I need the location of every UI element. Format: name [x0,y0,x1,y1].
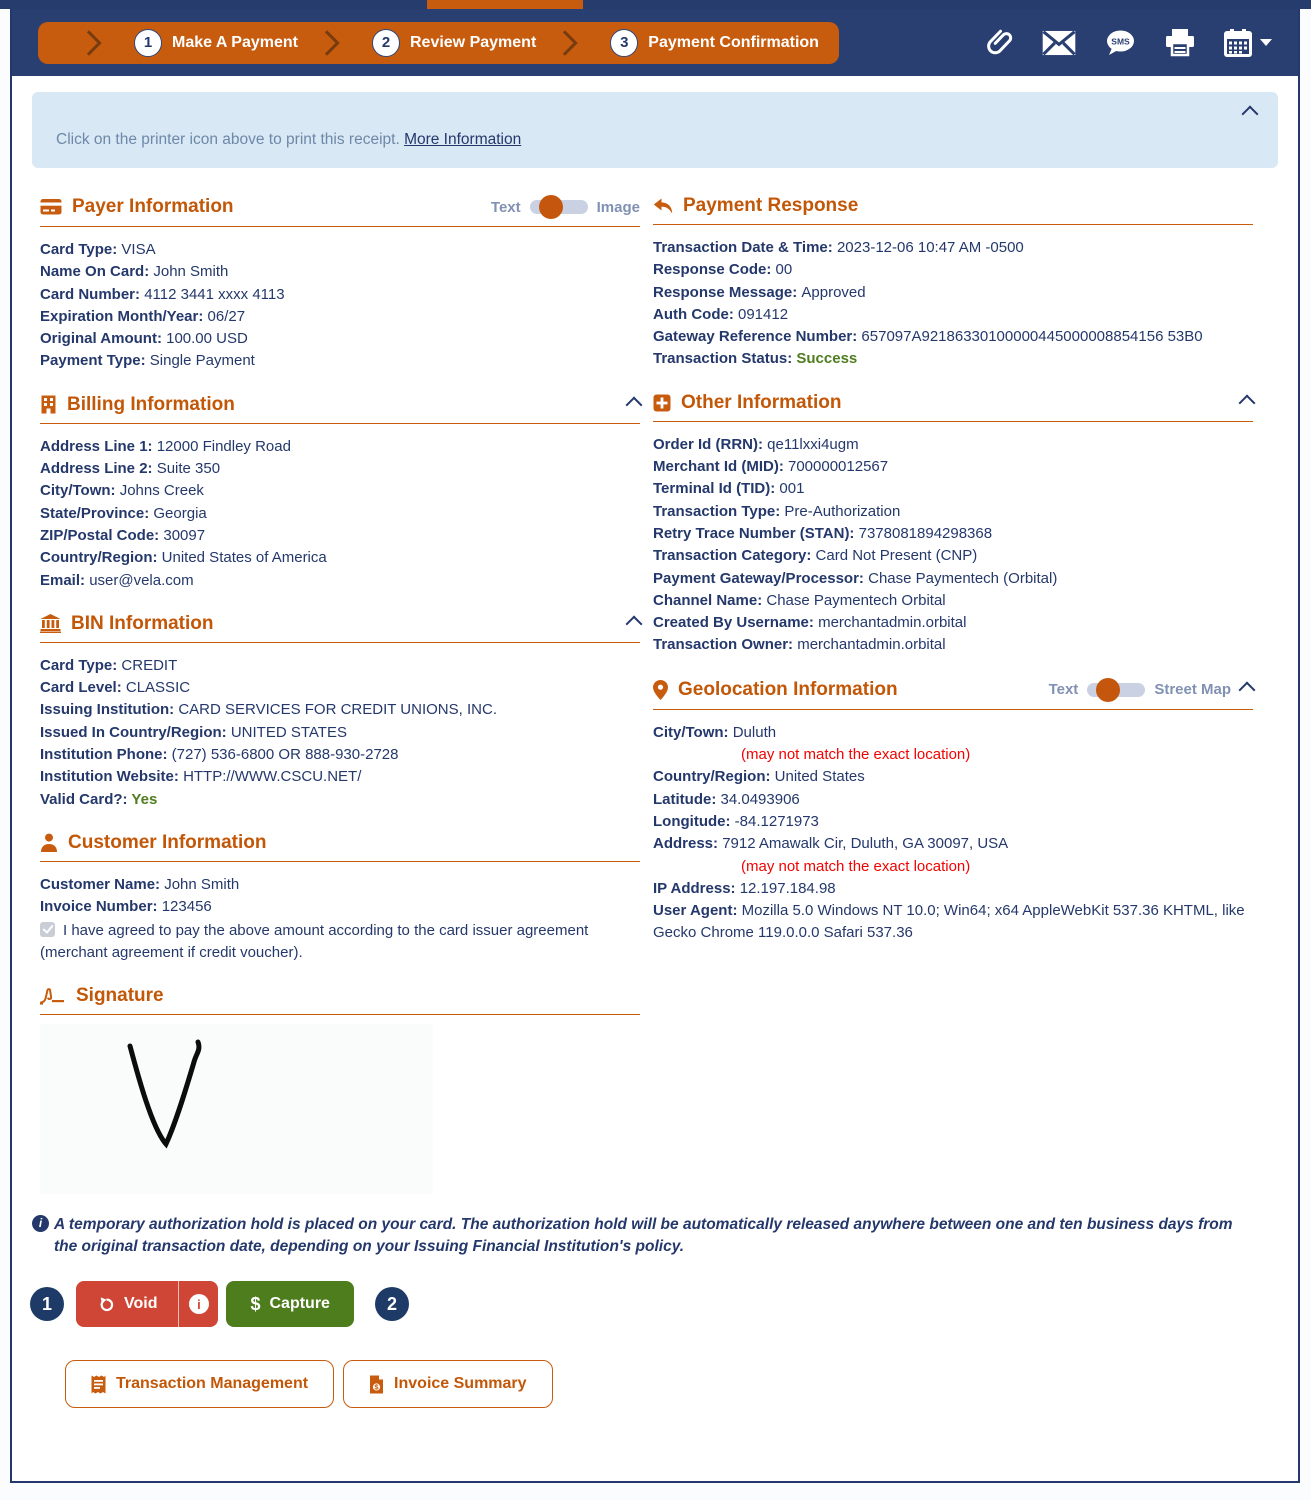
field-row [40,766,640,788]
disclaimer-text: A temporary authorization hold is placed on your card. The authorization hold will be automatically released anywhere between one and ten business days from the original transaction date, depending on your Issuing Financial Institution's policy. [54,1216,1233,1255]
top-strip-accent [427,0,583,9]
field-row [653,900,1253,945]
field-value: 657097A92186330100000445000008854156 53B0 [861,328,1203,346]
field-value: Card Not Present (CNP) [815,547,978,565]
field-label: Country/Region: [653,768,775,786]
collapse-billing-icon[interactable] [626,396,643,413]
step-label: Payment Confirmation [648,33,819,51]
sms-icon[interactable] [1103,29,1137,57]
breadcrumb [38,22,839,64]
toggle-label-text: Text [1048,681,1079,699]
confirmation-notice [32,92,1278,168]
customer-information-header [40,832,640,862]
bank-icon [40,614,61,633]
field-label: Retry Trace Number (STAN): [653,524,859,542]
field-label: Email: [40,571,90,589]
void-button[interactable] [76,1281,178,1327]
section-title: Payment Response [683,195,859,216]
field-value: Success [796,350,858,368]
field-label: Terminal Id (TID): [653,480,780,498]
field-row [653,259,1253,281]
building-icon [40,395,57,414]
field-row [653,590,1253,612]
field-row [40,699,640,721]
bottom-navigation-buttons [65,1360,1298,1408]
field-value: Mozilla 5.0 Windows NT 10.0; Win64; x64 AppleWebKit 537.36 KHTML, like Gecko Chrome 119.0.0.0 Safari 537.36 [653,902,1245,942]
field-row [653,568,1253,590]
field-label: State/Province: [40,504,154,522]
field-label: User Agent: [653,902,742,920]
toggle-label-image: Image [596,198,640,216]
geolocation-view-toggle [1049,678,1231,702]
payer-information-header [40,195,640,227]
field-label: Address Line 2: [40,460,157,478]
toggle-label-street-map: Street Map [1154,681,1231,699]
geolocation-fields [653,722,1253,945]
capture-button[interactable] [226,1281,353,1327]
field-row [653,456,1253,478]
other-information-header [653,392,1253,422]
field-label: Order Id (RRN): [653,435,768,453]
field-value: 30097 [163,526,206,544]
field-label: Institution Website: [40,768,184,786]
section-other-information [653,392,1253,657]
field-value: 7378081894298368 [858,524,993,542]
printer-icon[interactable] [1164,29,1196,57]
field-label: Institution Phone: [40,746,172,764]
field-row [653,501,1253,523]
text-streetmap-switch[interactable] [1087,678,1145,702]
field-value: 12000 Findley Road [156,437,291,455]
field-row [40,525,640,547]
billing-information-header [40,394,640,424]
field-row [40,570,640,592]
field-label: Payment Gateway/Processor: [653,569,869,587]
invoice-summary-button[interactable] [343,1360,553,1408]
payment-response-header [653,195,1253,225]
field-label: Gateway Reference Number: [653,328,862,346]
collapse-other-icon[interactable] [1239,394,1256,411]
field-row [653,478,1253,500]
section-title: Billing Information [67,393,235,415]
calendar-dropdown[interactable] [1223,29,1272,57]
field-row [40,261,640,283]
field-value: -84.1271973 [734,812,819,830]
step-number-badge: 2 [372,29,400,57]
field-label: Merchant Id (MID): [653,458,788,476]
field-value: 7912 Amawalk Cir, Duluth, GA 30097, USA [722,835,1009,853]
field-row [40,722,640,744]
field-value: 00 [775,261,793,279]
field-label: Latitude: [653,790,721,808]
field-value: Chase Paymentech (Orbital) [868,569,1058,587]
field-value: 700000012567 [788,458,889,476]
agreement-text: I have agreed to pay the above amount according to the card issuer agreement (merchant agreement if credit voucher). [40,921,589,961]
payer-view-toggle [491,195,640,219]
field-row [653,348,1253,370]
notice-print-text: Click on the printer icon above to print this receipt. [56,131,405,148]
field-row [653,856,1253,878]
field-value: Duluth [732,723,777,741]
navbar [12,9,1298,76]
field-value: qe11lxxi4ugm [767,435,859,453]
step-number-badge: 3 [610,29,638,57]
field-value: 123456 [161,898,212,916]
collapse-notice-icon[interactable] [1242,106,1259,123]
field-label: Transaction Owner: [653,636,798,654]
svg-text:$: $ [374,1382,379,1392]
plus-square-icon [653,394,671,412]
capture-button-label: Capture [269,1295,330,1313]
field-label: Transaction Status: [653,350,797,368]
field-row [653,811,1253,833]
field-label: ZIP/Postal Code: [40,526,164,544]
field-row [40,896,640,918]
field-row [40,239,640,261]
field-label: Response Code: [653,261,776,279]
field-row [653,878,1253,900]
field-label: Transaction Type: [653,502,785,520]
signature-header [40,985,640,1015]
caret-down-icon [1260,39,1272,46]
customer-fields [40,874,640,919]
section-title: Customer Information [68,831,267,853]
field-label: Expiration Month/Year: [40,307,208,325]
field-row [653,326,1253,348]
field-label: Card Number: [40,285,145,303]
field-value: Suite 350 [156,460,221,478]
authorization-hold-disclaimer [32,1214,1243,1257]
reply-arrow-icon [653,198,673,215]
billing-fields [40,436,640,592]
field-row [653,304,1253,326]
field-value: Approved [801,283,866,301]
map-pin-icon [653,680,668,700]
right-column [653,168,1253,945]
invoice-summary-label: Invoice Summary [394,1375,527,1393]
action-buttons-row [30,1281,1298,1327]
field-value: HTTP://WWW.CSCU.NET/ [183,768,362,786]
calendar-icon [1223,29,1253,57]
field-value: Georgia [153,504,207,522]
transaction-management-button[interactable] [65,1360,334,1408]
geolocation-information-header [653,678,1253,710]
field-row [40,874,640,896]
signature-image [40,1024,433,1194]
field-row [40,458,640,480]
breadcrumb-step[interactable] [536,29,819,57]
field-value: (may not match the exact location) [741,857,971,875]
field-label: Card Level: [40,679,126,697]
transaction-management-label: Transaction Management [116,1375,309,1393]
field-row [653,744,1253,766]
field-label: Address Line 1: [40,437,157,455]
section-payer-information [40,195,640,373]
field-value: 4112 3441 xxxx 4113 [144,285,285,303]
field-row [40,789,640,811]
field-value: John Smith [153,263,229,281]
field-label: Transaction Category: [653,547,816,565]
other-fields [653,434,1253,657]
field-row [653,523,1253,545]
field-row [40,436,640,458]
field-label: City/Town: [40,482,120,500]
field-label: Channel Name: [653,591,767,609]
field-value: user@vela.com [89,571,194,589]
void-info-button[interactable] [178,1281,218,1327]
field-label: Card Type: [40,241,122,258]
field-row [653,282,1253,304]
step-number-badge: 1 [134,29,162,57]
field-value: Pre-Authorization [784,502,901,520]
field-label: Invoice Number: [40,898,162,916]
field-label: Issuing Institution: [40,701,179,719]
section-title: Signature [76,985,164,1007]
field-label: Country/Region: [40,549,162,567]
field-row [40,350,640,372]
svg-text:SMS: SMS [1111,36,1130,46]
field-value: CREDIT [121,656,178,674]
field-row [653,722,1253,744]
field-row [653,434,1253,456]
field-value: 2023-12-06 10:47 AM -0500 [836,239,1024,256]
field-row [653,634,1253,656]
field-row [40,503,640,525]
field-label: Customer Name: [40,875,165,893]
field-label: Transaction Date & Time: [653,239,837,256]
field-label: Issued In Country/Region: [40,723,231,741]
main-content [40,168,1253,1194]
section-customer-information [40,832,640,964]
field-label: Valid Card?: [40,790,132,808]
section-signature [40,985,640,1194]
toggle-label-text: Text [490,198,521,216]
field-row [653,766,1253,788]
collapse-geolocation-icon[interactable] [1239,681,1256,698]
notice-line [56,129,1218,150]
field-row [653,833,1253,855]
field-value: 06/27 [207,307,246,325]
field-value: Johns Creek [119,482,204,500]
bin-information-header [40,613,640,643]
field-value: merchantadmin.orbital [797,636,946,654]
section-title: Payer Information [72,196,234,217]
field-value: United States of America [161,549,327,567]
void-button-group [76,1281,218,1327]
field-row [40,328,640,350]
field-value: 12.197.184.98 [739,879,836,897]
step-badge-2: 2 [375,1287,409,1321]
field-row [40,744,640,766]
receipt-icon [91,1375,106,1394]
more-information-link[interactable]: More Information [404,131,522,148]
field-label: City/Town: [653,723,733,741]
field-value: 100.00 USD [166,330,248,348]
step-label: Make A Payment [172,33,298,51]
info-circle-icon: i [189,1294,209,1314]
field-row [653,545,1253,567]
field-row [40,306,640,328]
page-container [10,9,1300,1483]
field-value: (727) 536-6800 OR 888-930-2728 [171,746,399,764]
field-label: Card Type: [40,656,122,674]
step-badge-1: 1 [30,1287,64,1321]
field-value: 34.0493906 [720,790,800,808]
breadcrumb-step[interactable] [60,29,298,57]
section-geolocation-information [653,678,1253,945]
field-row [40,284,640,306]
field-row [653,612,1253,634]
text-image-switch[interactable] [530,195,588,219]
field-value: 001 [779,480,805,498]
section-billing-information [40,394,640,592]
invoice-icon [369,1375,384,1394]
left-column [40,168,640,1194]
field-label: Response Message: [653,283,802,301]
undo-icon [98,1296,115,1313]
person-icon [40,833,58,852]
navbar-actions [985,27,1272,59]
signature-icon [40,987,66,1005]
field-row [40,547,640,569]
field-value: 091412 [737,305,789,323]
credit-card-icon [40,198,62,216]
bin-fields [40,655,640,811]
collapse-bin-icon[interactable] [626,615,643,632]
section-payment-response [653,195,1253,371]
dollar-icon: $ [250,1293,261,1314]
field-value: UNITED STATES [230,723,347,741]
paperclip-icon[interactable] [985,27,1015,59]
field-value: CARD SERVICES FOR CREDIT UNIONS, INC. [178,701,497,719]
field-value: (may not match the exact location) [741,746,971,764]
field-label: Payment Type: [40,352,150,370]
step-label: Review Payment [409,33,537,51]
field-row [40,480,640,502]
field-value: Single Payment [149,352,255,370]
section-title: Geolocation Information [678,678,898,700]
info-icon: i [32,1215,49,1232]
field-label: IP Address: [653,879,740,897]
field-value: CLASSIC [125,679,191,697]
field-value: VISA [121,241,156,258]
field-label: Created By Username: [653,614,819,632]
field-value: Chase Paymentech Orbital [766,591,946,609]
section-title: BIN Information [71,612,214,634]
payment-response-fields [653,237,1253,371]
field-label: Name On Card: [40,263,154,281]
breadcrumb-step[interactable] [298,29,536,57]
field-row [40,677,640,699]
email-icon[interactable] [1042,30,1076,56]
field-row [653,237,1253,259]
field-row [40,655,640,677]
field-label: Auth Code: [653,305,738,323]
field-label: Longitude: [653,812,735,830]
field-value: United States [774,768,865,786]
top-strip [0,0,1311,9]
field-value: merchantadmin.orbital [818,614,967,632]
void-button-label: Void [124,1295,158,1313]
section-bin-information [40,613,640,811]
field-value: John Smith [164,875,240,893]
field-value: Yes [131,790,158,808]
field-label: Original Amount: [40,330,167,348]
field-label: Address: [653,835,723,853]
field-row [653,789,1253,811]
agreement-row [40,920,640,965]
payer-fields [40,239,640,373]
section-title: Other Information [681,391,842,413]
agreement-checkbox [40,922,55,937]
